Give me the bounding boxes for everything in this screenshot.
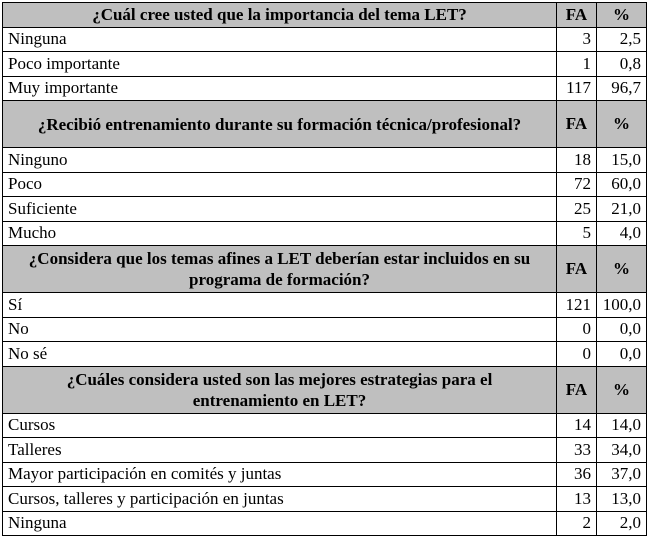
fa-value: 2 bbox=[557, 511, 597, 536]
question-text bbox=[3, 101, 557, 148]
pct-value: 2,0 bbox=[597, 511, 647, 536]
pct-value: 96,7 bbox=[597, 76, 647, 101]
answer-label: Ninguna bbox=[3, 511, 557, 536]
fa-value: 0 bbox=[557, 342, 597, 367]
pct-value: 15,0 bbox=[597, 148, 647, 173]
pct-header: % bbox=[597, 101, 647, 148]
fa-value: 14 bbox=[557, 413, 597, 438]
table-row bbox=[3, 462, 647, 487]
table-row bbox=[3, 27, 647, 52]
pct-value: 0,0 bbox=[597, 342, 647, 367]
table-row bbox=[3, 172, 647, 197]
survey-table bbox=[2, 2, 647, 536]
answer-label: Ninguno bbox=[3, 148, 557, 173]
pct-value: 21,0 bbox=[597, 197, 647, 222]
pct-value: 0,8 bbox=[597, 52, 647, 77]
pct-value: 14,0 bbox=[597, 413, 647, 438]
table-row bbox=[3, 221, 647, 246]
fa-value: 117 bbox=[557, 76, 597, 101]
pct-header: % bbox=[597, 3, 647, 28]
fa-value: 13 bbox=[557, 487, 597, 512]
fa-value: 1 bbox=[557, 52, 597, 77]
section-header bbox=[3, 3, 647, 28]
table-row bbox=[3, 52, 647, 77]
pct-value: 0,0 bbox=[597, 317, 647, 342]
answer-label: Sí bbox=[3, 293, 557, 318]
fa-value: 121 bbox=[557, 293, 597, 318]
fa-value: 5 bbox=[557, 221, 597, 246]
table-row bbox=[3, 197, 647, 222]
answer-label: Talleres bbox=[3, 438, 557, 463]
section-header bbox=[3, 366, 647, 413]
answer-label: Suficiente bbox=[3, 197, 557, 222]
table-row bbox=[3, 413, 647, 438]
question-text: ¿Cuál cree usted que la importancia del tema LET? bbox=[3, 3, 557, 28]
fa-value: 36 bbox=[557, 462, 597, 487]
question-text bbox=[3, 246, 557, 293]
answer-label: Poco bbox=[3, 172, 557, 197]
fa-value: 33 bbox=[557, 438, 597, 463]
answer-label: Mucho bbox=[3, 221, 557, 246]
answer-label: Mayor participación en comités y juntas bbox=[3, 462, 557, 487]
question-text bbox=[3, 366, 557, 413]
table-row bbox=[3, 293, 647, 318]
table-row bbox=[3, 317, 647, 342]
pct-value: 2,5 bbox=[597, 27, 647, 52]
table-row bbox=[3, 76, 647, 101]
table-row bbox=[3, 511, 647, 536]
fa-value: 3 bbox=[557, 27, 597, 52]
pct-header: % bbox=[597, 366, 647, 413]
pct-value: 37,0 bbox=[597, 462, 647, 487]
answer-label: Cursos bbox=[3, 413, 557, 438]
pct-value: 100,0 bbox=[597, 293, 647, 318]
fa-header: FA bbox=[557, 246, 597, 293]
fa-header: FA bbox=[557, 3, 597, 28]
pct-value: 13,0 bbox=[597, 487, 647, 512]
pct-value: 4,0 bbox=[597, 221, 647, 246]
table-row bbox=[3, 438, 647, 463]
answer-label: Muy importante bbox=[3, 76, 557, 101]
fa-value: 18 bbox=[557, 148, 597, 173]
fa-value: 0 bbox=[557, 317, 597, 342]
pct-value: 34,0 bbox=[597, 438, 647, 463]
table-row bbox=[3, 148, 647, 173]
question-label: ¿Recibió entrenamiento durante su formación técnica/profesional? bbox=[37, 114, 522, 134]
question-label: ¿Cuáles considera usted son las mejores estrategias para el entrenamiento en LET? bbox=[66, 369, 493, 410]
answer-label: Ninguna bbox=[3, 27, 557, 52]
answer-label: Poco importante bbox=[3, 52, 557, 77]
fa-value: 25 bbox=[557, 197, 597, 222]
section-header bbox=[3, 101, 647, 148]
pct-value: 60,0 bbox=[597, 172, 647, 197]
answer-label: No sé bbox=[3, 342, 557, 367]
fa-header: FA bbox=[557, 101, 597, 148]
fa-header: FA bbox=[557, 366, 597, 413]
section-header bbox=[3, 246, 647, 293]
table-row bbox=[3, 342, 647, 367]
answer-label: No bbox=[3, 317, 557, 342]
answer-label: Cursos, talleres y participación en juntas bbox=[3, 487, 557, 512]
table-row bbox=[3, 487, 647, 512]
pct-header: % bbox=[597, 246, 647, 293]
fa-value: 72 bbox=[557, 172, 597, 197]
question-label: ¿Considera que los temas afines a LET deberían estar incluidos en su programa de formación? bbox=[28, 249, 531, 289]
